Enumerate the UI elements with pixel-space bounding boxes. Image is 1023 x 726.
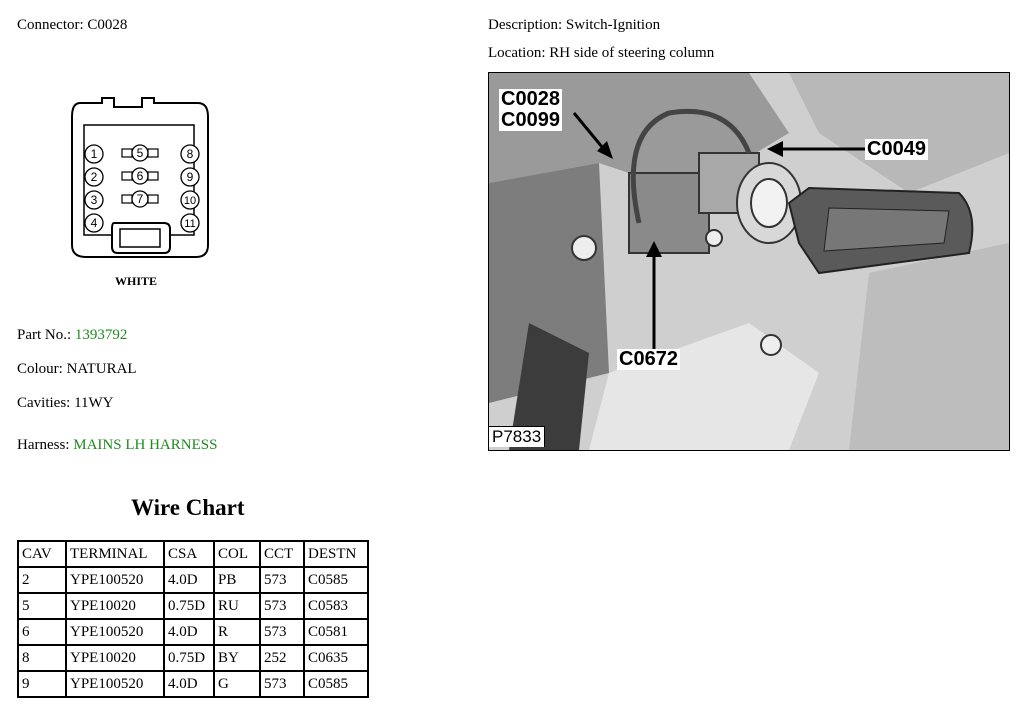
cell-destn: C0583 bbox=[304, 593, 368, 619]
cell-cct: 573 bbox=[260, 593, 304, 619]
pin-10: 10 bbox=[183, 195, 197, 207]
cell-destn: C0585 bbox=[304, 671, 368, 697]
cell-col: BY bbox=[214, 645, 260, 671]
cell-csa: 0.75D bbox=[164, 645, 214, 671]
header-destn: DESTN bbox=[304, 541, 368, 567]
cavities-value: 11WY bbox=[74, 395, 114, 411]
table-row bbox=[18, 593, 368, 619]
cell-csa: 0.75D bbox=[164, 593, 214, 619]
part-no-label: Part No.: bbox=[17, 327, 72, 343]
callout-c0028: C0028 bbox=[501, 88, 560, 110]
callout-c0049: C0049 bbox=[867, 138, 926, 160]
header-terminal: TERMINAL bbox=[66, 541, 164, 567]
colour-line bbox=[17, 361, 137, 378]
cell-csa: 4.0D bbox=[164, 671, 214, 697]
header-cav: CAV bbox=[18, 541, 66, 567]
pin-11: 11 bbox=[184, 218, 196, 230]
harness-label: Harness: bbox=[17, 437, 70, 453]
pin-5: 5 bbox=[136, 146, 144, 160]
description-value: Switch-Ignition bbox=[565, 17, 661, 33]
location-line bbox=[488, 45, 714, 62]
wire-chart-title: Wire Chart bbox=[131, 495, 245, 520]
connector-face-diagram bbox=[66, 95, 216, 295]
photo-code: P7833 bbox=[489, 426, 545, 447]
cell-cav: 8 bbox=[18, 645, 66, 671]
harness-line bbox=[17, 437, 217, 454]
cell-cav: 6 bbox=[18, 619, 66, 645]
cell-cct: 573 bbox=[260, 619, 304, 645]
part-no-link[interactable]: 1393792 bbox=[74, 327, 128, 343]
callout-c0672: C0672 bbox=[619, 348, 678, 370]
cell-cav: 5 bbox=[18, 593, 66, 619]
colour-label: Colour: bbox=[17, 361, 63, 377]
connector-label: Connector: bbox=[17, 17, 84, 33]
table-row bbox=[18, 645, 368, 671]
connector-color-label: WHITE bbox=[114, 274, 158, 288]
header-cct: CCT bbox=[260, 541, 304, 567]
cavities-label: Cavities: bbox=[17, 395, 71, 411]
cell-destn: C0635 bbox=[304, 645, 368, 671]
pin-8: 8 bbox=[186, 147, 194, 161]
location-photo-drawing bbox=[489, 73, 1009, 450]
cell-csa: 4.0D bbox=[164, 567, 214, 593]
cell-cav: 9 bbox=[18, 671, 66, 697]
cell-cct: 573 bbox=[260, 671, 304, 697]
cell-cav: 2 bbox=[18, 567, 66, 593]
cell-terminal: YPE100520 bbox=[66, 619, 164, 645]
cell-cct: 573 bbox=[260, 567, 304, 593]
header-col: COL bbox=[214, 541, 260, 567]
table-row bbox=[18, 619, 368, 645]
cell-destn: C0581 bbox=[304, 619, 368, 645]
pin-3: 3 bbox=[90, 193, 98, 207]
harness-link[interactable]: MAINS LH HARNESS bbox=[73, 437, 218, 453]
cell-col: RU bbox=[214, 593, 260, 619]
description-label: Description: bbox=[488, 17, 563, 33]
wire-chart-table bbox=[17, 540, 369, 698]
cell-terminal: YPE100520 bbox=[66, 671, 164, 697]
cell-col: PB bbox=[214, 567, 260, 593]
pin-1: 1 bbox=[90, 147, 98, 161]
cell-csa: 4.0D bbox=[164, 619, 214, 645]
header-csa: CSA bbox=[164, 541, 214, 567]
pin-4: 4 bbox=[90, 216, 98, 230]
colour-value: NATURAL bbox=[66, 361, 137, 377]
cell-destn: C0585 bbox=[304, 567, 368, 593]
cell-cct: 252 bbox=[260, 645, 304, 671]
cavities-line bbox=[17, 395, 114, 412]
pin-7: 7 bbox=[136, 192, 144, 206]
cell-terminal: YPE10020 bbox=[66, 645, 164, 671]
pin-9: 9 bbox=[186, 170, 194, 184]
part-no-line bbox=[17, 327, 127, 344]
location-illustration bbox=[488, 72, 1010, 451]
pin-2: 2 bbox=[90, 170, 98, 184]
table-header-row bbox=[18, 541, 368, 567]
pin-6: 6 bbox=[136, 169, 144, 183]
table-row bbox=[18, 567, 368, 593]
description-line bbox=[488, 17, 660, 34]
table-row bbox=[18, 671, 368, 697]
connector-line bbox=[17, 17, 127, 34]
cell-col: G bbox=[214, 671, 260, 697]
location-label: Location: bbox=[488, 45, 546, 61]
cell-terminal: YPE100520 bbox=[66, 567, 164, 593]
callout-c0099: C0099 bbox=[501, 109, 560, 131]
cell-col: R bbox=[214, 619, 260, 645]
location-value: RH side of steering column bbox=[549, 45, 715, 61]
cell-terminal: YPE10020 bbox=[66, 593, 164, 619]
connector-value: C0028 bbox=[87, 17, 128, 33]
